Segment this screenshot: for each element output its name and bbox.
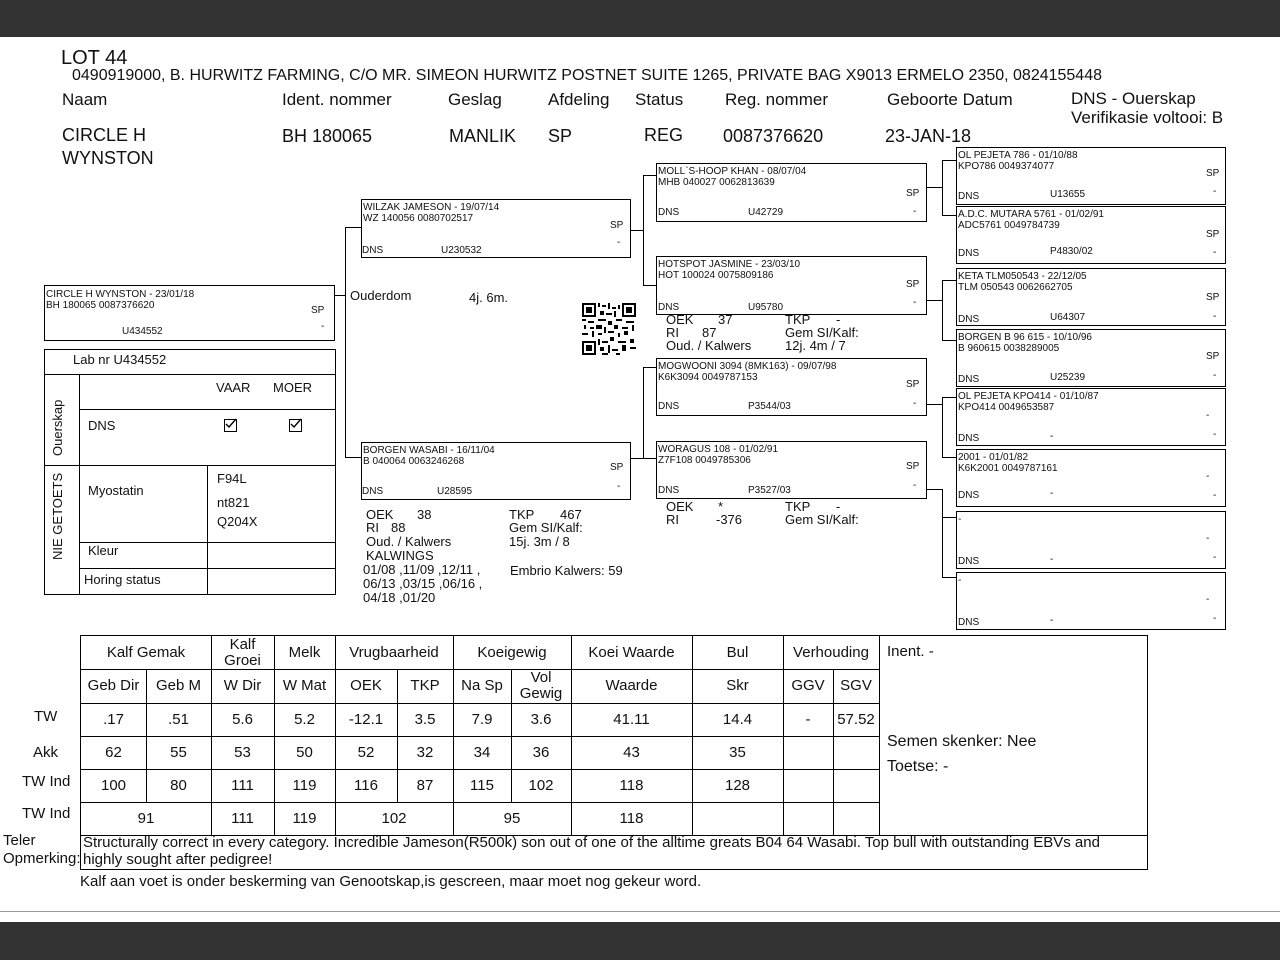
gp-sp: SP — [906, 188, 920, 199]
ebv-cell: 52 — [357, 743, 375, 761]
semen-skenker-text: Semen skenker: Nee — [887, 733, 1037, 750]
gp-sp: SP — [906, 461, 920, 472]
gp-sp: SP — [906, 279, 920, 290]
dam-oek-value: 38 — [417, 507, 432, 522]
ebv-group-header: Bul — [726, 643, 749, 661]
ggp-dns: DNS — [958, 433, 980, 444]
dam-dns: DNS — [362, 486, 384, 497]
animal-geslag: MANLIK — [449, 126, 517, 146]
dam-kalwings-label: KALWINGS — [366, 548, 434, 563]
ebv-column-header: Geb M — [155, 677, 201, 694]
ebv-index-cell: 95 — [503, 809, 521, 827]
header-reg: Reg. nommer — [725, 90, 828, 109]
ebv-cell: 115 — [470, 776, 494, 794]
ggp-box-5 — [956, 388, 1226, 446]
ggp-dns: DNS — [958, 248, 980, 259]
ebv-cell — [783, 736, 833, 769]
gp-ids: MHB 040027 0062813639 — [658, 177, 775, 188]
ggp-dash: - — [1213, 370, 1217, 381]
gp-dam-dam-box — [656, 441, 927, 499]
ebv-cell: 50 — [296, 743, 313, 761]
gp-dash: - — [913, 398, 917, 409]
animal-status: REG — [644, 125, 684, 145]
ggp-ids: B 960615 0038289005 — [958, 343, 1060, 354]
dam-ids: B 040064 0063246268 — [363, 456, 465, 467]
ggp-dash: - — [1213, 429, 1217, 440]
ebv-cell: 36 — [532, 743, 550, 761]
ebv-cell: 62 — [105, 743, 122, 761]
ggp-dash: - — [1213, 311, 1217, 322]
gp-dash: - — [913, 297, 917, 308]
woragus-tkp-label: TKP — [785, 499, 811, 514]
nie-getoets-label: NIE GETOETS — [50, 472, 65, 560]
ebv-column-header: W Mat — [282, 677, 327, 694]
gp-code: P3544/03 — [748, 401, 791, 412]
jasmine-oek-label: OEK — [666, 312, 694, 327]
ebv-cell: 3.6 — [530, 710, 552, 728]
gp-title: MOGWOONI 3094 (8MK163) - 09/07/98 — [658, 361, 837, 372]
ebv-index-cell: 102 — [381, 809, 407, 827]
moer-check-icon — [289, 419, 302, 432]
toetse-text: Toetse: - — [887, 758, 949, 775]
ggp-title: BORGEN B 96 615 - 10/10/96 — [958, 332, 1092, 343]
gp-dns: DNS — [658, 485, 680, 496]
top-bar — [0, 0, 1280, 37]
ggp-title: KETA TLM050543 - 22/12/05 — [958, 271, 1087, 282]
ggp-title: OL PEJETA KPO414 - 01/10/87 — [958, 391, 1099, 402]
ebv-cell: 87 — [416, 776, 434, 794]
ggp-sp: - — [1206, 410, 1210, 421]
gp-sp: SP — [906, 379, 920, 390]
ggp-title: - — [958, 514, 962, 525]
teler-label: Teler — [3, 832, 36, 849]
animal-afdeling: SP — [548, 126, 573, 146]
ebv-column-header: OEK — [350, 677, 382, 694]
subject-title: CIRCLE H WYNSTON - 23/01/18 — [46, 289, 195, 300]
ggp-box-6 — [956, 449, 1226, 507]
ggp-box-3 — [956, 268, 1226, 326]
ebv-cell: 43 — [623, 743, 640, 761]
ebv-cell: 116 — [354, 776, 378, 794]
gp-sire-dam-box — [656, 256, 927, 315]
ebv-column-header: TKP — [410, 677, 440, 694]
woragus-oek-label: OEK — [666, 499, 694, 514]
qr-code — [582, 303, 636, 355]
ebv-cell: 53 — [234, 743, 251, 761]
ebv-column-header: GGV — [791, 677, 825, 694]
ggp-dash: - — [1213, 552, 1217, 563]
ggp-box-8 — [956, 572, 1226, 630]
ggp-dns: DNS — [958, 617, 980, 628]
myostatin-value-2: nt821 — [217, 495, 250, 510]
sire-ids: WZ 140056 0080702517 — [363, 213, 474, 224]
animal-reg: 0087376620 — [723, 126, 824, 146]
ebv-group-header: Melk — [288, 643, 321, 661]
animal-name-line1: CIRCLE H — [62, 125, 147, 145]
dam-oek-label: OEK — [366, 507, 394, 522]
woragus-ri-label: RI — [666, 512, 679, 527]
ebv-cell: 14.4 — [722, 710, 753, 728]
gp-dash: - — [913, 206, 917, 217]
ebv-group-header: Vrugbaarheid — [349, 643, 439, 661]
ebv-cell: 5.2 — [294, 710, 315, 728]
header-ident: Ident. nommer — [282, 90, 392, 109]
dam-ri-label: RI — [366, 520, 379, 535]
sire-dns: DNS — [362, 245, 384, 256]
sire-title: WILZAK JAMESON - 19/07/14 — [363, 202, 500, 213]
jasmine-gem-value: 12j. 4m / 7 — [785, 338, 846, 353]
dam-gem-label: Gem SI/Kalf: — [509, 520, 583, 535]
woragus-oek-value: * — [718, 499, 724, 514]
ebv-cell: 128 — [724, 776, 751, 794]
ggp-box-7 — [956, 511, 1226, 569]
myostatin-label: Myostatin — [88, 483, 144, 498]
ebv-column-header: SGV — [840, 677, 872, 694]
ggp-title: - — [958, 575, 962, 586]
owner-line: 0490919000, B. HURWITZ FARMING, C/O MR. SIMEON HURWITZ POSTNET SUITE 1265, PRIVATE BAG X9013 ERMELO 2350, 0824155448 — [72, 67, 1102, 84]
ebv-cell: 80 — [170, 776, 187, 794]
ggp-dns: DNS — [958, 490, 980, 501]
ebv-cell: 102 — [528, 776, 554, 794]
dam-tkp-value: 467 — [560, 507, 582, 522]
gp-dns: DNS — [658, 302, 680, 313]
header-status: Status — [635, 90, 684, 109]
ebv-cell: 100 — [100, 776, 127, 794]
ebv-cell: - — [805, 710, 811, 728]
gp-sire-sire-box — [656, 163, 927, 222]
dam-sp: SP — [610, 462, 624, 473]
ggp-dash: - — [1213, 247, 1217, 258]
vaar-header: VAAR — [216, 380, 251, 395]
ggp-dash: - — [1213, 613, 1217, 624]
header-verifikasie: Verifikasie voltooi: B — [1071, 108, 1224, 127]
bottom-divider — [0, 911, 1280, 912]
ggp-title: OL PEJETA 786 - 01/10/88 — [958, 150, 1078, 161]
row-label-tw: TW — [34, 708, 58, 725]
ggp-title: A.D.C. MUTARA 5761 - 01/02/91 — [958, 209, 1104, 220]
ebv-cell: 119 — [292, 776, 317, 794]
ggp-sp: - — [1206, 594, 1210, 605]
subject-code: U434552 — [122, 326, 163, 337]
dam-oud-label: Oud. / Kalwers — [366, 534, 452, 549]
ebv-cell: -12.1 — [348, 710, 384, 728]
ebv-group-header: Kalf Gemak — [106, 643, 186, 661]
header-naam: Naam — [62, 90, 108, 109]
ebv-cell: 35 — [729, 743, 746, 761]
footer-note: Kalf aan voet is onder beskerming van Genootskap,is gescreen, maar moet nog gekeur word. — [80, 873, 702, 890]
ggp-sp: SP — [1206, 229, 1220, 240]
dam-kalwings-2: 06/13 ,03/15 ,06/16 , — [363, 576, 483, 591]
ebv-group-header: Koeigewig — [477, 643, 547, 661]
ggp-code: - — [1050, 431, 1054, 442]
header-afdeling: Afdeling — [548, 90, 610, 109]
gp-title: MOLL`S-HOOP KHAN - 08/07/04 — [658, 166, 807, 177]
ebv-cell: 57.52 — [837, 710, 875, 728]
row-label-akk: Akk — [33, 744, 59, 761]
ggp-sp: SP — [1206, 292, 1220, 303]
ggp-ids: ADC5761 0049784739 — [958, 220, 1060, 231]
ggp-code: P4830/02 — [1050, 246, 1093, 257]
woragus-tkp-value: - — [836, 499, 841, 514]
ggp-ids: K6K2001 0049787161 — [958, 463, 1058, 474]
header-geboorte: Geboorte Datum — [887, 90, 1013, 109]
subject-ids: BH 180065 0087376620 — [46, 300, 155, 311]
ebv-cell: .51 — [168, 710, 189, 728]
lot-number: LOT 44 — [61, 47, 128, 69]
ggp-code: - — [1050, 554, 1054, 565]
gp-code: U42729 — [748, 207, 784, 218]
ggp-ids: KPO786 0049374077 — [958, 161, 1055, 172]
ebv-cell: 41.11 — [613, 710, 650, 728]
sire-dash: - — [617, 237, 621, 248]
jasmine-ri-value: 87 — [702, 325, 717, 340]
ebv-index-cell: 119 — [292, 809, 317, 827]
header-dns-ouerskap: DNS - Ouerskap — [1071, 89, 1196, 108]
ebv-cell: .17 — [103, 710, 124, 728]
subject-dash: - — [321, 321, 325, 332]
horing-label: Horing status — [84, 572, 161, 587]
ouderdom-value: 4j. 6m. — [469, 290, 509, 305]
jasmine-ri-label: RI — [666, 325, 679, 340]
gp-dns: DNS — [658, 207, 680, 218]
ggp-box-4 — [956, 329, 1226, 387]
gp-dns: DNS — [658, 401, 680, 412]
ggp-sp: SP — [1206, 168, 1220, 179]
gp-code: U95780 — [748, 302, 784, 313]
subject-pedigree-box — [44, 285, 335, 341]
ouderdom-label: Ouderdom — [350, 288, 412, 303]
ggp-code: - — [1050, 615, 1054, 626]
ggp-sp: - — [1206, 533, 1210, 544]
dam-ri-value: 88 — [391, 520, 406, 535]
dam-tkp-label: TKP — [509, 507, 535, 522]
ggp-ids: TLM 050543 0062662705 — [958, 282, 1073, 293]
animal-ident: BH 180065 — [282, 126, 373, 146]
inent-text: Inent. - — [887, 643, 934, 660]
ggp-title: 2001 - 01/01/82 — [958, 452, 1029, 463]
kleur-label: Kleur — [88, 543, 119, 558]
ggp-code: U25239 — [1050, 372, 1086, 383]
ggp-dash: - — [1213, 490, 1217, 501]
ebv-cell — [833, 736, 879, 769]
ebv-column-header: Waarde — [605, 677, 658, 694]
header-geslag: Geslag — [448, 90, 502, 109]
jasmine-tkp-value: - — [836, 312, 841, 327]
ggp-dns: DNS — [958, 556, 980, 567]
dam-box — [361, 442, 631, 500]
ebv-group-header: Verhouding — [793, 643, 869, 661]
ebv-column-header: Skr — [726, 677, 749, 694]
ggp-dns: DNS — [958, 191, 980, 202]
ggp-ids: KPO414 0049653587 — [958, 402, 1055, 413]
gp-title: WORAGUS 108 - 01/02/91 — [658, 444, 779, 455]
gp-ids: HOT 100024 0075809186 — [658, 270, 774, 281]
moer-header: MOER — [273, 380, 312, 395]
gp-ids: K6K3094 0049787153 — [658, 372, 758, 383]
ggp-dns: DNS — [958, 314, 980, 325]
dns-label: DNS — [88, 418, 116, 433]
lab-number: Lab nr U434552 — [73, 352, 167, 367]
dam-kalwings-3: 04/18 ,01/20 — [363, 590, 436, 605]
gp-ids: Z7F108 0049785306 — [658, 455, 751, 466]
remark-line-1: Structurally correct in every category. Incredible Jameson(R500k) son out of one of the alltime greats B04 64 Wasabi. Top bull with outstanding EBVs and — [83, 834, 1100, 851]
animal-dob: 23-JAN-18 — [885, 126, 972, 146]
remark-line-2: highly sought after pedigree! — [83, 851, 273, 868]
ebv-cell — [783, 769, 833, 802]
gp-dash: - — [913, 480, 917, 491]
ebv-cell: 55 — [170, 743, 187, 761]
ggp-code: U13655 — [1050, 189, 1086, 200]
subject-sp: SP — [311, 305, 325, 316]
ebv-cell — [833, 769, 879, 802]
ggp-code: U64307 — [1050, 312, 1086, 323]
jasmine-oud-label: Oud. / Kalwers — [666, 338, 752, 353]
ggp-sp: SP — [1206, 351, 1220, 362]
row-label-tw-ind-2: TW Ind — [22, 805, 71, 822]
ebv-column-header: Na Sp — [461, 677, 503, 694]
animal-name-line2: WYNSTON — [62, 148, 154, 168]
ggp-code: - — [1050, 488, 1054, 499]
ebv-cell: 3.5 — [414, 710, 436, 728]
sire-code: U230532 — [441, 245, 482, 256]
dam-gem-value: 15j. 3m / 8 — [509, 534, 570, 549]
woragus-ri-value: -376 — [716, 512, 743, 527]
ebv-cell: 118 — [619, 776, 644, 794]
ebv-cell: 5.6 — [232, 710, 253, 728]
ebv-cell: 7.9 — [471, 710, 493, 728]
ebv-cell: 32 — [416, 743, 434, 761]
woragus-gem-label: Gem SI/Kalf: — [785, 512, 859, 527]
lab-results-box — [44, 349, 336, 595]
ebv-index-cell: 91 — [137, 809, 155, 827]
sire-box — [361, 199, 631, 258]
ebv-group-header: Kalf Groei — [224, 635, 261, 669]
jasmine-tkp-label: TKP — [785, 312, 811, 327]
bottom-bar — [0, 922, 1280, 960]
ggp-dns: DNS — [958, 374, 980, 385]
sire-sp: SP — [610, 220, 624, 231]
dam-dash: - — [617, 481, 621, 492]
ebv-cell: 111 — [231, 776, 254, 794]
dam-kalwings-1: 01/08 ,11/09 ,12/11 , — [363, 562, 481, 577]
myostatin-value-3: Q204X — [217, 514, 258, 529]
ebv-cell: 34 — [473, 743, 491, 761]
jasmine-gem-label: Gem SI/Kalf: — [785, 325, 859, 340]
ggp-box-1 — [956, 147, 1226, 205]
ouerskap-label: Ouerskap — [50, 399, 65, 456]
ebv-column-header: Vol Gewig — [519, 669, 563, 702]
vaar-check-icon — [224, 419, 237, 432]
dam-title: BORGEN WASABI - 16/11/04 — [363, 445, 495, 456]
ggp-dash: - — [1213, 186, 1217, 197]
ebv-group-header: Koei Waarde — [588, 643, 675, 661]
opmerking-label: Opmerking: — [3, 850, 81, 867]
myostatin-value-1: F94L — [217, 471, 247, 486]
ebv-column-header: Geb Dir — [87, 677, 140, 694]
gp-title: HOTSPOT JASMINE - 23/03/10 — [658, 259, 801, 270]
ebv-column-header: W Dir — [223, 677, 262, 694]
row-label-tw-ind: TW Ind — [22, 773, 71, 790]
ebv-index-cell: 118 — [619, 809, 644, 827]
ggp-box-2 — [956, 206, 1226, 264]
ebv-index-cell: 111 — [231, 809, 254, 827]
jasmine-oek-value: 37 — [718, 312, 733, 327]
gp-code: P3527/03 — [748, 485, 791, 496]
gp-dam-sire-box — [656, 358, 927, 416]
ggp-sp: - — [1206, 471, 1210, 482]
dam-embrio: Embrio Kalwers: 59 — [510, 563, 623, 578]
dam-code: U28595 — [437, 486, 473, 497]
